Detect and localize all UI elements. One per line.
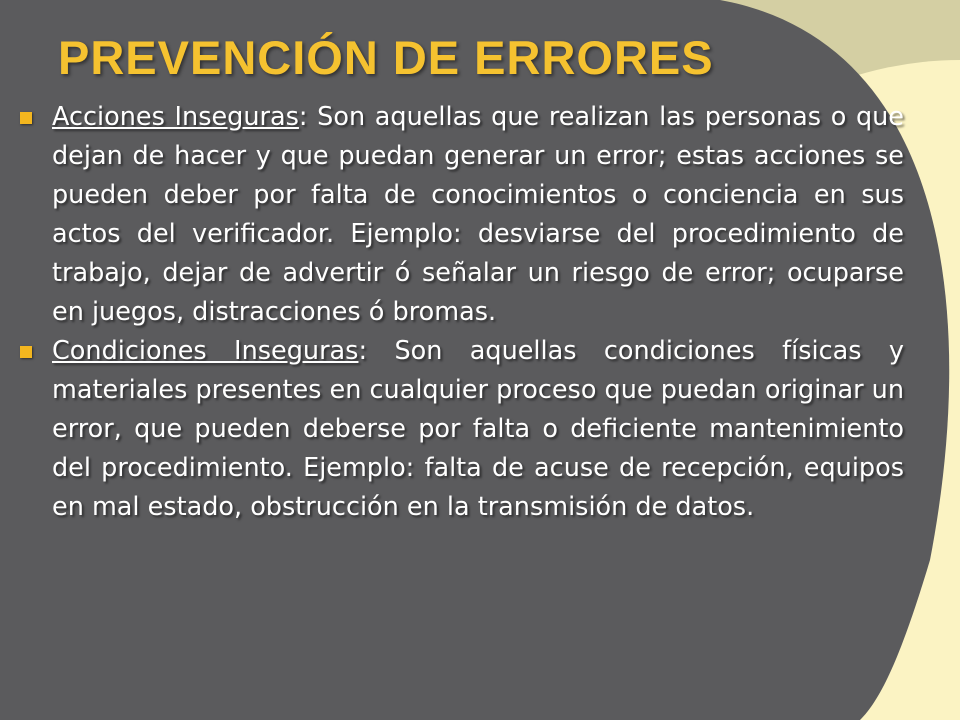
square-bullet-icon bbox=[20, 346, 32, 358]
slide-title: PREVENCIÓN DE ERRORES bbox=[58, 31, 714, 84]
square-bullet-icon bbox=[20, 112, 32, 124]
bullet-text: : Son aquellas condiciones físicas y materiales presentes en cualquier proceso que puedan originar un error, que pueden deberse por falta o deficiente mantenimiento del procedimiento. Ejemplo: falta de acuse de recepción, equipos en mal estado, obstrucción en la transmisión de datos. bbox=[52, 336, 904, 522]
bullet-term: Acciones Inseguras bbox=[52, 102, 299, 132]
bullet-term: Condiciones Inseguras bbox=[52, 336, 359, 366]
bullet-text: : Son aquellas que realizan las personas o que dejan de hacer y que puedan generar un error; estas acciones se pueden deber por falta de conocimientos o conciencia en sus actos del verificador. Ejemplo: desviarse del procedimiento de trabajo, dejar de advertir ó señalar un riesgo de error; ocuparse en juegos, distracciones ó bromas. bbox=[52, 102, 904, 327]
bullet-item-acciones-inseguras bbox=[18, 98, 904, 332]
bullet-item-condiciones-inseguras bbox=[18, 332, 904, 527]
bullet-list bbox=[18, 98, 904, 527]
